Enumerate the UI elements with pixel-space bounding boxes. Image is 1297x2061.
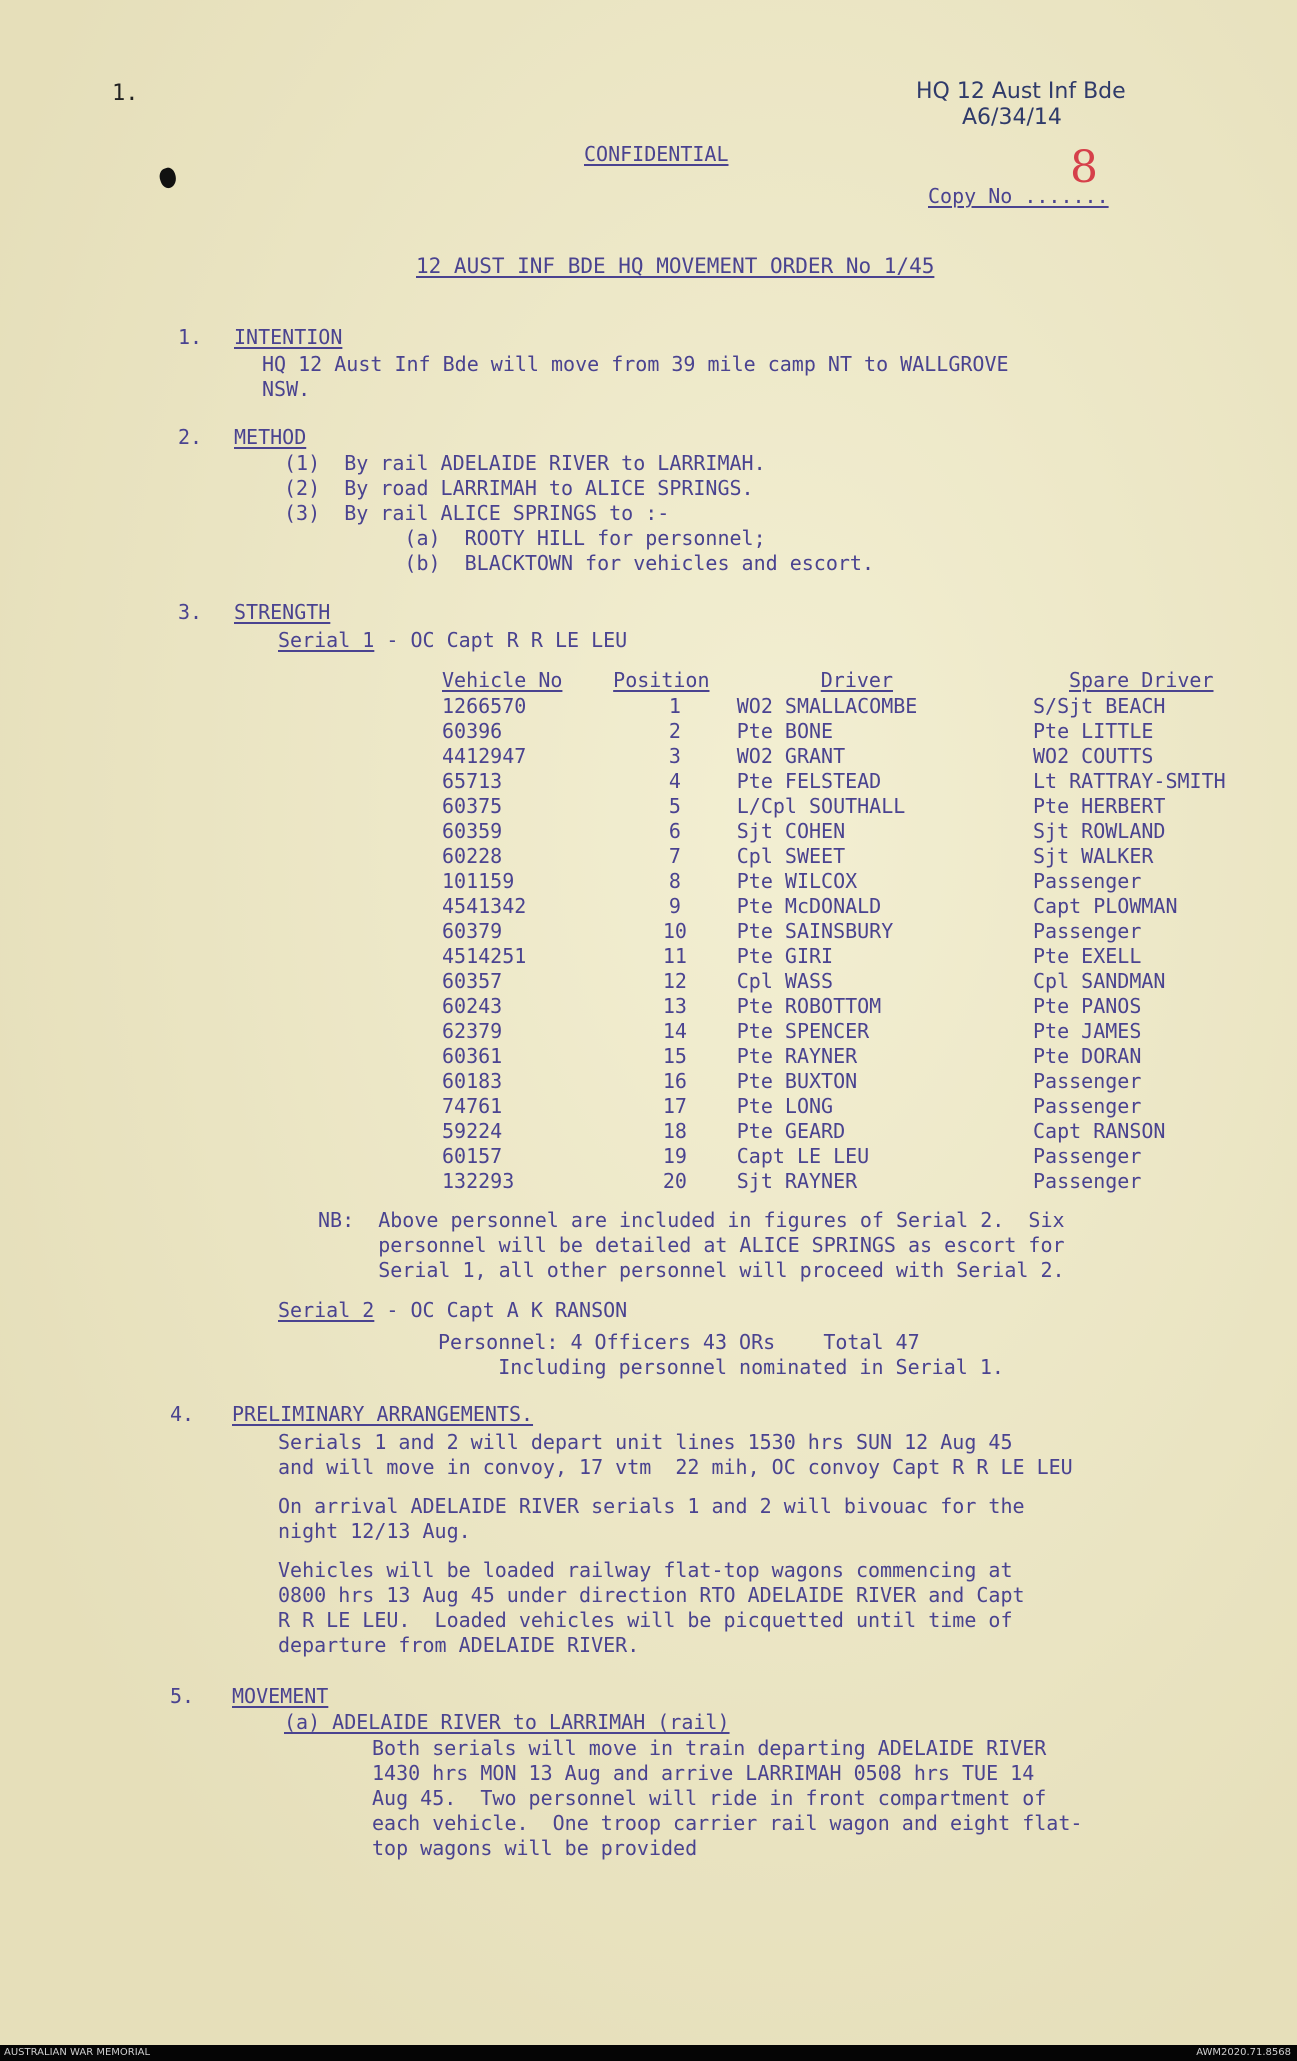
table-row: [442, 843, 1297, 868]
driver: Capt LE LEU: [736, 1143, 870, 1168]
position: 16: [662, 1068, 687, 1093]
table-row: [442, 968, 1297, 993]
vehicle-no: 60379: [442, 918, 503, 943]
vehicle-no: 4412947: [442, 743, 527, 768]
position: 1: [668, 693, 681, 718]
driver: Pte WILCOX: [736, 868, 858, 893]
table-row: [442, 1168, 1297, 1193]
position: 11: [662, 943, 687, 968]
vehicle-no: 60183: [442, 1068, 503, 1093]
position: 10: [662, 918, 687, 943]
driver: Pte BONE: [736, 718, 834, 743]
spare-driver: WO2 COUTTS: [1033, 743, 1154, 768]
vehicle-no: 4514251: [442, 943, 527, 968]
movement-line: each vehicle. One troop carrier rail wagon and eight flat-: [372, 1811, 1083, 1835]
vehicle-no: 132293: [442, 1168, 515, 1193]
driver: Pte LONG: [736, 1093, 834, 1118]
spare-driver: Sjt WALKER: [1033, 843, 1154, 868]
classification-label: CONFIDENTIAL: [584, 142, 729, 166]
order-title: 12 AUST INF BDE HQ MOVEMENT ORDER No 1/45: [416, 254, 935, 278]
spare-driver: Passenger: [1033, 918, 1142, 943]
ink-blot-mark: [157, 166, 179, 190]
table-row: [442, 943, 1297, 968]
vehicle-no: 60361: [442, 1043, 503, 1068]
section-number-3: 3.: [178, 600, 203, 624]
movement-sub-heading: (a) ADELAIDE RIVER to LARRIMAH (rail): [284, 1710, 730, 1734]
vehicle-no: 60243: [442, 993, 503, 1018]
position: 12: [662, 968, 687, 993]
spare-driver: Passenger: [1033, 1068, 1142, 1093]
movement-text: [372, 1736, 1082, 1861]
position: 9: [668, 893, 681, 918]
method-list: [284, 451, 874, 576]
method-item: (2) By road LARRIMAH to ALICE SPRINGS.: [284, 476, 754, 500]
preliminary-para-1: [278, 1430, 1073, 1480]
driver: WO2 SMALLACOMBE: [736, 693, 918, 718]
copy-number-handwritten: 8: [1070, 142, 1098, 193]
spare-driver: Pte JAMES: [1033, 1018, 1142, 1043]
preliminary-para-2: [278, 1494, 1025, 1544]
table-row: [442, 1143, 1297, 1168]
nb-line: NB: Above personnel are included in figures of Serial 2. Six: [318, 1208, 1065, 1232]
driver: Pte GEARD: [736, 1118, 846, 1143]
intention-line: NSW.: [262, 377, 311, 401]
position: 2: [668, 718, 681, 743]
column-header-position: Position: [613, 667, 710, 692]
method-item: (3) By rail ALICE SPRINGS to :-: [284, 501, 670, 525]
archive-name: AUSTRALIAN WAR MEMORIAL: [4, 2047, 151, 2058]
driver: Pte SPENCER: [736, 1018, 870, 1043]
spare-driver: Capt PLOWMAN: [1033, 893, 1178, 918]
spare-driver: Passenger: [1033, 1143, 1142, 1168]
position: 4: [668, 768, 681, 793]
spare-driver: Pte LITTLE: [1033, 718, 1154, 743]
preliminary-line: Serials 1 and 2 will depart unit lines 1530 hrs SUN 12 Aug 45: [278, 1430, 1013, 1454]
vehicle-table: [442, 666, 1297, 1193]
movement-line: Both serials will move in train departing ADELAIDE RIVER: [372, 1736, 1047, 1760]
serial-2-personnel: [438, 1330, 1004, 1380]
preliminary-line: R R LE LEU. Loaded vehicles will be picquetted until time of: [278, 1608, 1013, 1632]
driver: Pte GIRI: [736, 943, 834, 968]
vehicle-no: 65713: [442, 768, 503, 793]
vehicle-no: 74761: [442, 1093, 503, 1118]
vehicle-no: 4541342: [442, 893, 527, 918]
method-item: (a) ROOTY HILL for personnel;: [284, 526, 766, 550]
driver: Cpl SWEET: [736, 843, 846, 868]
position: 19: [662, 1143, 687, 1168]
strength-heading: STRENGTH: [234, 600, 331, 624]
preliminary-line: 0800 hrs 13 Aug 45 under direction RTO ADELAIDE RIVER and Capt: [278, 1583, 1025, 1607]
movement-heading: MOVEMENT: [232, 1684, 329, 1708]
position: 14: [662, 1018, 687, 1043]
archive-footer: [0, 2045, 1297, 2061]
table-row: [442, 1118, 1297, 1143]
serial-1-line: [278, 628, 627, 652]
table-row: [442, 693, 1297, 718]
position: 3: [668, 743, 681, 768]
table-row: [442, 743, 1297, 768]
position: 18: [662, 1118, 687, 1143]
spare-driver: Pte DORAN: [1033, 1043, 1142, 1068]
table-row: [442, 718, 1297, 743]
copy-number-label: Copy No .......: [928, 184, 1109, 208]
table-row: [442, 918, 1297, 943]
table-row: [442, 1068, 1297, 1093]
nb-line: Serial 1, all other personnel will proceed with Serial 2.: [318, 1258, 1065, 1282]
archive-reference: AWM2020.71.8568: [1196, 2047, 1291, 2058]
file-reference: A6/34/14: [962, 105, 1062, 130]
preliminary-line: On arrival ADELAIDE RIVER serials 1 and 2 will bivouac for the: [278, 1494, 1025, 1518]
vehicle-no: 1266570: [442, 693, 527, 718]
driver: WO2 GRANT: [736, 743, 846, 768]
table-row: [442, 868, 1297, 893]
movement-line: 1430 hrs MON 13 Aug and arrive LARRIMAH 0508 hrs TUE 14: [372, 1761, 1035, 1785]
page-mark: 1.: [112, 81, 139, 106]
position: 17: [662, 1093, 687, 1118]
intention-line: HQ 12 Aust Inf Bde will move from 39 mile camp NT to WALLGROVE: [262, 352, 1009, 376]
driver: Pte SAINSBURY: [736, 918, 894, 943]
movement-line: top wagons will be provided: [372, 1836, 698, 1860]
preliminary-line: and will move in convoy, 17 vtm 22 mih, OC convoy Capt R R LE LEU: [278, 1455, 1073, 1479]
driver: Pte ROBOTTOM: [736, 993, 882, 1018]
driver: Pte McDONALD: [736, 893, 882, 918]
spare-driver: S/Sjt BEACH: [1033, 693, 1166, 718]
serial-2-line: [278, 1298, 627, 1322]
nb-line: personnel will be detailed at ALICE SPRINGS as escort for: [318, 1233, 1065, 1257]
vehicle-no: 101159: [442, 868, 515, 893]
table-row: [442, 1018, 1297, 1043]
spare-driver: Cpl SANDMAN: [1033, 968, 1166, 993]
table-row: [442, 993, 1297, 1018]
driver: Pte BUXTON: [736, 1068, 858, 1093]
intention-heading: INTENTION: [234, 325, 343, 349]
spare-driver: Passenger: [1033, 1093, 1142, 1118]
method-item: (1) By rail ADELAIDE RIVER to LARRIMAH.: [284, 451, 766, 475]
serial-1-oc: - OC Capt R R LE LEU: [374, 628, 628, 652]
position: 5: [668, 793, 681, 818]
serial-2-oc: - OC Capt A K RANSON: [374, 1298, 628, 1322]
column-header-vehicle-no: Vehicle No: [442, 667, 563, 692]
column-header-driver: Driver: [820, 667, 893, 692]
method-item: (b) BLACKTOWN for vehicles and escort.: [284, 551, 875, 575]
vehicle-no: 60357: [442, 968, 503, 993]
preliminary-line: night 12/13 Aug.: [278, 1519, 471, 1543]
table-row: [442, 793, 1297, 818]
driver: Pte FELSTEAD: [736, 768, 882, 793]
spare-driver: Lt RATTRAY-SMITH: [1033, 768, 1226, 793]
vehicle-no: 62379: [442, 1018, 503, 1043]
preliminary-heading: PRELIMINARY ARRANGEMENTS.: [232, 1402, 534, 1426]
driver: L/Cpl SOUTHALL: [736, 793, 906, 818]
position: 15: [662, 1043, 687, 1068]
personnel-line: Personnel: 4 Officers 43 ORs Total 47: [438, 1330, 920, 1354]
serial-2-heading: Serial 2: [278, 1298, 375, 1322]
driver: Sjt COHEN: [736, 818, 846, 843]
hq-reference: HQ 12 Aust Inf Bde: [916, 79, 1126, 104]
table-row: [442, 768, 1297, 793]
table-row: [442, 893, 1297, 918]
preliminary-para-3: [278, 1558, 1025, 1658]
table-row: [442, 1043, 1297, 1068]
driver: Cpl WASS: [736, 968, 834, 993]
preliminary-line: departure from ADELAIDE RIVER.: [278, 1633, 640, 1657]
vehicle-no: 60359: [442, 818, 503, 843]
nb-note: [318, 1208, 1065, 1283]
position: 20: [662, 1168, 687, 1193]
section-number-5: 5.: [170, 1684, 195, 1708]
vehicle-no: 59224: [442, 1118, 503, 1143]
spare-driver: Sjt ROWLAND: [1033, 818, 1166, 843]
spare-driver: Pte HERBERT: [1033, 793, 1166, 818]
method-heading: METHOD: [234, 425, 307, 449]
personnel-line: Including personnel nominated in Serial 1.: [438, 1355, 1004, 1379]
vehicle-no: 60157: [442, 1143, 503, 1168]
spare-driver: Passenger: [1033, 868, 1142, 893]
position: 7: [668, 843, 681, 868]
position: 13: [662, 993, 687, 1018]
position: 6: [668, 818, 681, 843]
section-number-1: 1.: [178, 325, 203, 349]
movement-line: Aug 45. Two personnel will ride in front compartment of: [372, 1786, 1047, 1810]
spare-driver: Pte EXELL: [1033, 943, 1142, 968]
position: 8: [668, 868, 681, 893]
spare-driver: Pte PANOS: [1033, 993, 1142, 1018]
spare-driver: Capt RANSON: [1033, 1118, 1166, 1143]
vehicle-table-header: [442, 666, 1297, 693]
serial-1-heading: Serial 1: [278, 628, 375, 652]
preliminary-line: Vehicles will be loaded railway flat-top wagons commencing at: [278, 1558, 1013, 1582]
column-header-spare-driver: Spare Driver: [1069, 667, 1214, 692]
section-number-2: 2.: [178, 425, 203, 449]
section-number-4: 4.: [170, 1402, 195, 1426]
vehicle-no: 60375: [442, 793, 503, 818]
spare-driver: Passenger: [1033, 1168, 1142, 1193]
intention-text: [262, 352, 1009, 402]
driver: Pte RAYNER: [736, 1043, 858, 1068]
table-row: [442, 1093, 1297, 1118]
vehicle-no: 60396: [442, 718, 503, 743]
driver: Sjt RAYNER: [736, 1168, 858, 1193]
vehicle-no: 60228: [442, 843, 503, 868]
table-row: [442, 818, 1297, 843]
